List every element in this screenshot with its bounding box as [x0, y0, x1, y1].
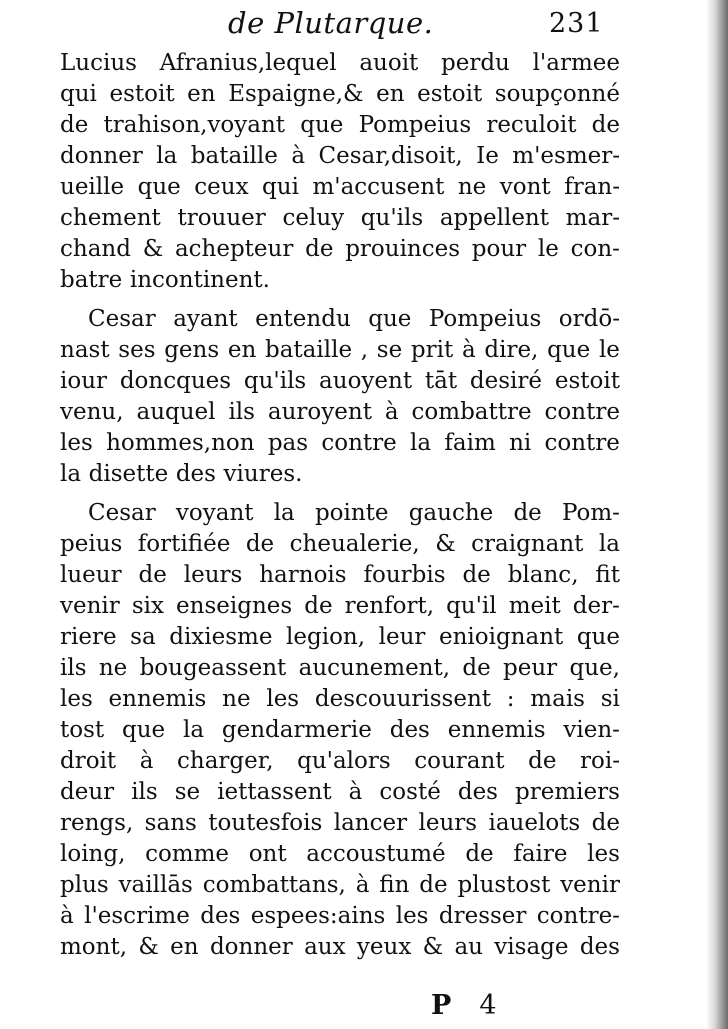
word: se — [376, 337, 403, 363]
word: fin — [379, 872, 410, 898]
word: les — [587, 841, 620, 867]
word: contre — [544, 430, 620, 456]
word: ordō- — [558, 306, 620, 332]
word: espees:ains — [250, 903, 386, 929]
word: venir — [60, 593, 120, 619]
word: disette — [88, 461, 169, 487]
word: fortifiée — [137, 531, 231, 557]
word: ne — [457, 174, 487, 200]
word: de — [245, 531, 275, 557]
word: en — [376, 81, 405, 107]
word: de — [462, 655, 491, 681]
word: renfort, — [344, 593, 434, 619]
word: auoit — [359, 50, 419, 76]
word: doncques — [119, 368, 232, 394]
word: de — [465, 841, 494, 867]
word: auroyent — [267, 399, 372, 425]
word: m'accusent — [312, 174, 445, 200]
word: cheualerie, — [289, 531, 420, 557]
word: ennemis — [108, 686, 207, 712]
word: contre — [544, 399, 620, 425]
paragraph-gap — [60, 490, 620, 498]
word: gauche — [408, 500, 494, 526]
word: craignant — [471, 531, 584, 557]
word: pointe — [314, 500, 389, 526]
word: la — [60, 461, 82, 487]
word: de — [591, 810, 620, 836]
word: estoit — [417, 81, 483, 107]
word: plus — [60, 872, 109, 898]
text-line — [60, 684, 620, 715]
word: de — [513, 500, 542, 526]
text-line — [60, 777, 620, 808]
word: que — [137, 174, 181, 200]
word: des — [175, 461, 216, 487]
text-line — [60, 110, 620, 141]
word: perdu — [441, 50, 510, 76]
text-line — [60, 48, 620, 79]
word: hommes,non — [106, 430, 255, 456]
word: ceux — [194, 174, 249, 200]
word: Cesar,disoit, — [318, 143, 463, 169]
paragraph — [60, 498, 620, 963]
text-line — [60, 265, 620, 296]
text-line — [60, 870, 620, 901]
word: , — [360, 337, 369, 363]
word: ayant — [173, 306, 238, 332]
word: der- — [572, 593, 620, 619]
running-title: de Plutarque. — [228, 6, 434, 40]
word: leurs — [183, 562, 243, 588]
word: qu'ils — [360, 205, 424, 231]
word: les — [266, 686, 300, 712]
word: trouuer — [177, 205, 266, 231]
body-text — [60, 48, 620, 963]
word: roi- — [580, 748, 620, 774]
text-line — [60, 932, 620, 963]
word: legion, — [286, 624, 366, 650]
page-gutter-shadow — [706, 0, 728, 1029]
word: ueille — [60, 174, 125, 200]
word: la — [273, 500, 295, 526]
word: des — [389, 717, 430, 743]
word: de — [528, 748, 557, 774]
word: le — [537, 236, 559, 262]
word: Ie — [476, 143, 499, 169]
signature-number: 4 — [479, 990, 497, 1021]
word: riere — [60, 624, 117, 650]
word: peius — [60, 531, 123, 557]
word: descouurissent — [314, 686, 492, 712]
word: Pom- — [561, 500, 620, 526]
word: gens — [164, 337, 220, 363]
word: venu, — [60, 399, 124, 425]
word: faim — [444, 430, 496, 456]
text-line — [60, 622, 620, 653]
word: de — [304, 593, 333, 619]
word: Afranius,lequel — [159, 50, 337, 76]
word: qu'alors — [297, 748, 391, 774]
text-line — [60, 560, 620, 591]
word: la — [156, 143, 178, 169]
word: de — [591, 112, 620, 138]
word: que — [576, 624, 620, 650]
word: loing, — [60, 841, 126, 867]
word: rengs, — [60, 810, 134, 836]
word: toutesfois — [208, 810, 323, 836]
text-line — [60, 203, 620, 234]
word: donner — [60, 143, 143, 169]
word: combattans, — [202, 872, 346, 898]
word: de — [419, 872, 448, 898]
word: & — [138, 934, 159, 960]
word: la — [182, 717, 205, 743]
word: Cesar — [88, 500, 156, 526]
word: batre — [60, 267, 123, 293]
word: les — [60, 430, 93, 456]
word: lancer — [333, 810, 408, 836]
word: combattre — [411, 399, 532, 425]
word: blanc, — [507, 562, 579, 588]
word: se — [174, 779, 201, 805]
word: tāt — [424, 368, 458, 394]
word: prouinces — [345, 236, 461, 262]
word: Lucius — [60, 50, 137, 76]
word: enseignes — [176, 593, 293, 619]
word: : — [506, 686, 515, 712]
word: à — [348, 779, 363, 805]
word: ses — [118, 337, 156, 363]
word: auquel — [136, 399, 216, 425]
word: de — [305, 236, 334, 262]
text-line — [60, 746, 620, 777]
word: des — [457, 779, 498, 805]
text-line — [60, 653, 620, 684]
word: contre- — [536, 903, 620, 929]
paragraph — [60, 304, 620, 490]
word: fit — [595, 562, 620, 588]
word: ennemis — [447, 717, 546, 743]
text-line — [60, 366, 620, 397]
word: sans — [144, 810, 197, 836]
word: ont — [248, 841, 287, 867]
word: reculoit — [486, 112, 577, 138]
word: l'escrime — [84, 903, 190, 929]
word: chement — [60, 205, 161, 231]
page-header — [0, 6, 728, 46]
word: si — [600, 686, 620, 712]
text-line — [60, 172, 620, 203]
word: vont — [499, 174, 551, 200]
word: deur — [60, 779, 115, 805]
text-line — [60, 397, 620, 428]
word: aucunement, — [298, 655, 451, 681]
word: que — [368, 306, 412, 332]
word: visage — [494, 934, 569, 960]
word: lueur — [60, 562, 122, 588]
word: bataille — [190, 143, 278, 169]
paragraph-gap — [60, 296, 620, 304]
word: costé — [379, 779, 441, 805]
word: droit — [60, 748, 117, 774]
word: ils — [228, 399, 255, 425]
text-line — [60, 715, 620, 746]
word: à — [60, 903, 74, 929]
word: viures. — [223, 461, 303, 487]
word: accoustumé — [306, 841, 446, 867]
word: qu'ils — [243, 368, 307, 394]
word: dixiesme — [169, 624, 273, 650]
word: prit — [410, 337, 454, 363]
word: fran- — [564, 174, 620, 200]
word: courant — [414, 748, 505, 774]
text-line — [60, 459, 620, 490]
word: chand — [60, 236, 131, 262]
word: l'armee — [532, 50, 620, 76]
word: iettassent — [217, 779, 332, 805]
page-number: 231 — [549, 8, 604, 39]
text-line — [60, 901, 620, 932]
word: celuy — [282, 205, 345, 231]
word: iour — [60, 368, 108, 394]
word: à — [384, 399, 399, 425]
word: bataille — [265, 337, 353, 363]
word: pour — [471, 236, 527, 262]
word: yeux — [356, 934, 412, 960]
word: la — [598, 531, 620, 557]
word: mont, — [60, 934, 128, 960]
word: des — [579, 934, 620, 960]
text-line — [60, 498, 620, 529]
word: incontinent. — [129, 267, 270, 293]
word: qu'il — [446, 593, 497, 619]
word: au — [454, 934, 483, 960]
word: harnois — [259, 562, 347, 588]
text-line — [60, 839, 620, 870]
word: mar- — [565, 205, 620, 231]
text-line — [60, 304, 620, 335]
word: le — [598, 337, 620, 363]
word: pas — [267, 430, 309, 456]
word: Pompeius — [358, 112, 472, 138]
word: premiers — [515, 779, 620, 805]
word: contre — [321, 430, 397, 456]
word: à — [139, 748, 154, 774]
word: & — [435, 531, 456, 557]
word: tost — [60, 717, 105, 743]
word: de — [60, 112, 89, 138]
word: Pompeius — [428, 306, 542, 332]
word: aux — [304, 934, 346, 960]
word: les — [60, 686, 93, 712]
word: que — [300, 112, 344, 138]
text-line — [60, 529, 620, 560]
word: de — [462, 562, 491, 588]
word: meit — [508, 593, 561, 619]
word: à — [461, 337, 476, 363]
word: enioignant — [438, 624, 564, 650]
text-line — [60, 808, 620, 839]
word: entendu — [255, 306, 351, 332]
text-line — [60, 141, 620, 172]
word: mais — [530, 686, 585, 712]
word: achepteur — [174, 236, 294, 262]
word: en — [170, 934, 199, 960]
word: con- — [570, 236, 620, 262]
word: en — [187, 81, 216, 107]
word: ils — [60, 655, 87, 681]
word: dresser — [438, 903, 527, 929]
text-line — [60, 79, 620, 110]
word: que, — [569, 655, 620, 681]
word: appellent — [439, 205, 549, 231]
word: sa — [130, 624, 156, 650]
word: gendarmerie — [221, 717, 372, 743]
word: voyant — [175, 500, 254, 526]
word: m'esmer- — [512, 143, 620, 169]
word: que — [121, 717, 166, 743]
word: bougeassent — [139, 655, 287, 681]
text-line — [60, 428, 620, 459]
word: des — [200, 903, 241, 929]
word: comme — [145, 841, 230, 867]
word: leur — [378, 624, 426, 650]
word: en — [227, 337, 257, 363]
word: peur — [503, 655, 558, 681]
word: trahison,voyant — [103, 112, 286, 138]
word: charger, — [177, 748, 274, 774]
word: de — [138, 562, 167, 588]
word: ils — [131, 779, 158, 805]
word: estoit — [554, 368, 620, 394]
word: desiré — [469, 368, 543, 394]
word: estoit — [109, 81, 175, 107]
paragraph — [60, 48, 620, 296]
word: qui — [60, 81, 97, 107]
word: Cesar — [88, 306, 156, 332]
word: soupçonné — [494, 81, 620, 107]
word: plustost — [457, 872, 551, 898]
signature-letter: P — [431, 990, 452, 1021]
word: à — [355, 872, 370, 898]
word: Espaigne,& — [228, 81, 364, 107]
word: leurs — [418, 810, 478, 836]
word: ni — [509, 430, 532, 456]
word: iauelots — [488, 810, 581, 836]
signature-mark — [431, 990, 497, 1021]
word: & — [422, 934, 444, 960]
word: la — [410, 430, 432, 456]
word: qui — [262, 174, 299, 200]
text-line — [60, 234, 620, 265]
word: vien- — [563, 717, 620, 743]
word: donner — [209, 934, 293, 960]
word: les — [395, 903, 429, 929]
word: faire — [513, 841, 568, 867]
word: venir — [560, 872, 620, 898]
word: à — [291, 143, 306, 169]
word: nast — [60, 337, 110, 363]
word: que — [547, 337, 591, 363]
text-line — [60, 591, 620, 622]
word: dire, — [484, 337, 539, 363]
word: fourbis — [363, 562, 446, 588]
word: ne — [98, 655, 128, 681]
word: six — [131, 593, 164, 619]
word: auoyent — [319, 368, 413, 394]
word: ne — [222, 686, 251, 712]
text-line — [60, 335, 620, 366]
word: & — [142, 236, 164, 262]
page-footer — [0, 990, 728, 1026]
word: vaillās — [118, 872, 193, 898]
